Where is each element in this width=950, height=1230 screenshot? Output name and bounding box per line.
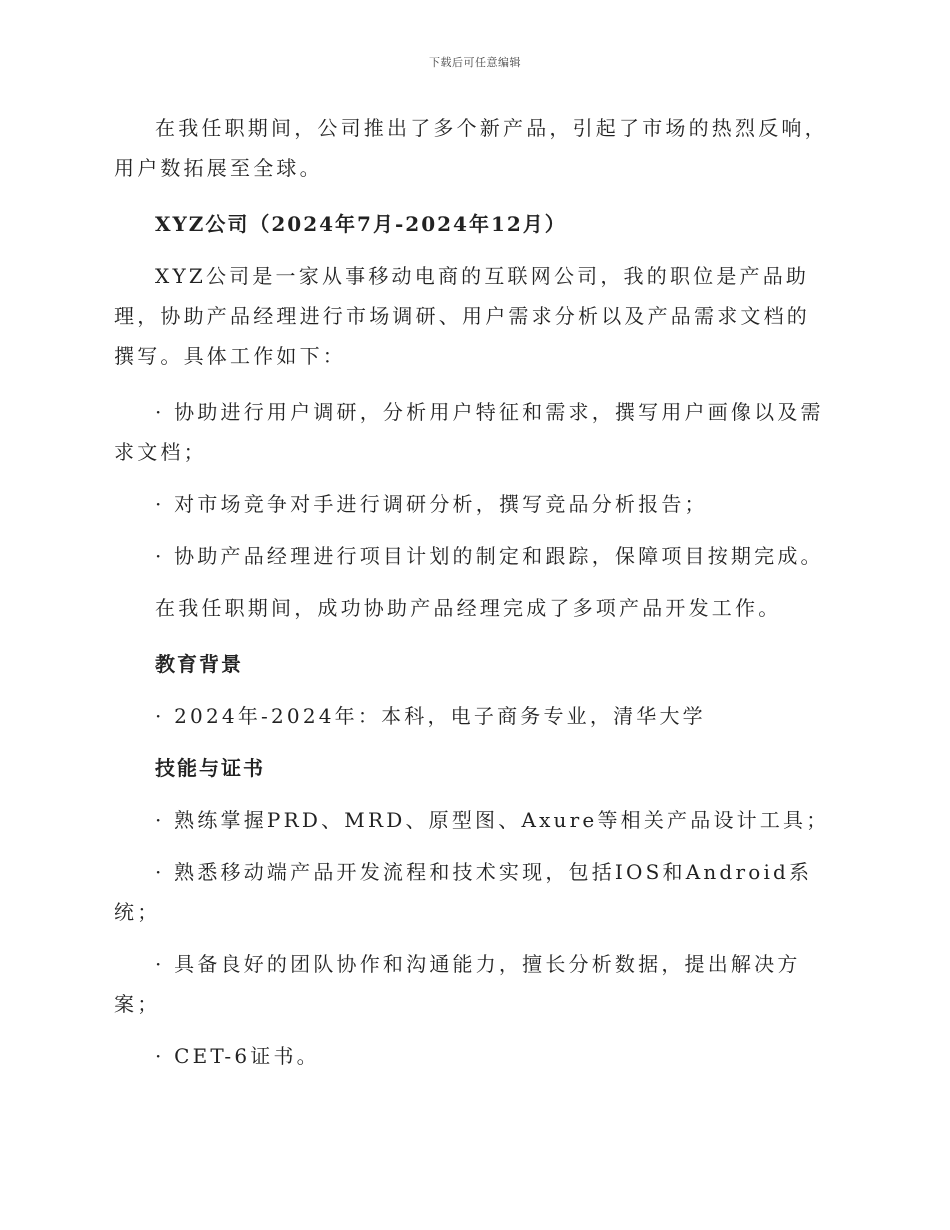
skill-item: · 熟练掌握PRD、MRD、原型图、Axure等相关产品设计工具； bbox=[155, 808, 830, 832]
paragraph-company-description: XYZ公司是一家从事移动电商的互联网公司，我的职位是产品助理，协助产品经理进行市场调研、用户需求分析以及产品需求文档的撰写。具体工作如下： bbox=[114, 264, 810, 368]
duty-item: · 协助产品经理进行项目计划的制定和跟踪，保障项目按期完成。 bbox=[155, 544, 824, 568]
page-header: 下载后可任意编辑 bbox=[429, 56, 521, 69]
duty-item: · 协助进行用户调研，分析用户特征和需求，撰写用户画像以及需求文档； bbox=[114, 400, 824, 464]
duty-item: · 对市场竞争对手进行调研分析，撰写竞品分析报告； bbox=[155, 492, 708, 516]
paragraph-result: 在我任职期间，成功协助产品经理完成了多项产品开发工作。 bbox=[155, 596, 782, 620]
job-heading: XYZ公司（2024年7月-2024年12月） bbox=[155, 212, 567, 236]
skill-item: · CET-6证书。 bbox=[155, 1044, 320, 1068]
paragraph-achievement: 在我任职期间，公司推出了多个新产品，引起了市场的热烈反响，用户数拓展至全球。 bbox=[114, 116, 828, 180]
education-item: · 2024年-2024年：本科，电子商务专业，清华大学 bbox=[155, 704, 706, 728]
skill-item: · 熟悉移动端产品开发流程和技术实现，包括IOS和Android系统； bbox=[114, 860, 813, 924]
document-body bbox=[114, 108, 832, 1088]
education-heading: 教育背景 bbox=[155, 652, 243, 676]
skills-heading: 技能与证书 bbox=[155, 756, 265, 780]
skill-item: · 具备良好的团队协作和沟通能力，擅长分析数据，提出解决方案； bbox=[114, 952, 801, 1016]
